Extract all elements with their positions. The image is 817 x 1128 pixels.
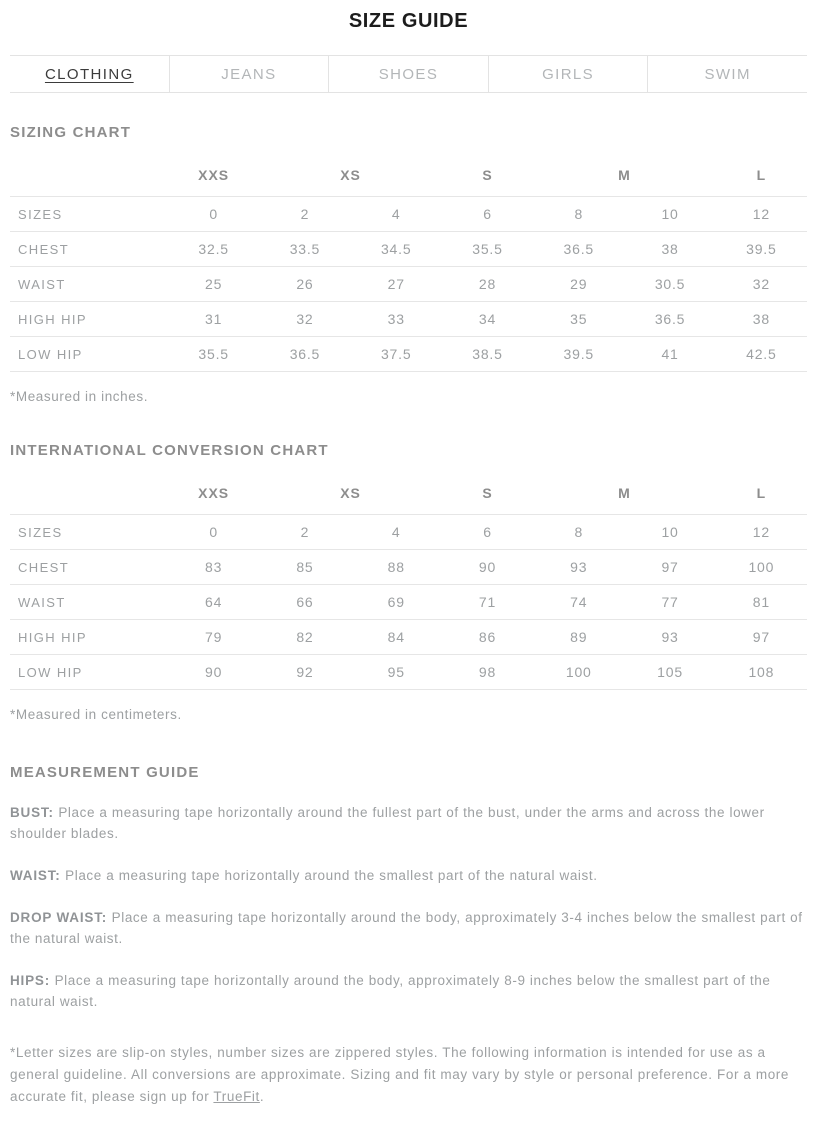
cell-value: 31 <box>168 302 259 337</box>
cell-value: 12 <box>716 515 807 550</box>
size-header-s: S <box>442 155 533 197</box>
cell-value: 95 <box>351 655 442 690</box>
tab-bar <box>10 55 807 93</box>
measurement-guide-section <box>10 764 807 1108</box>
cell-value: 88 <box>351 550 442 585</box>
size-header-row <box>10 473 807 515</box>
cell-value: 36.5 <box>624 302 715 337</box>
cell-value: 64 <box>168 585 259 620</box>
cell-value: 66 <box>259 585 350 620</box>
cell-value: 71 <box>442 585 533 620</box>
inches-footnote: *Measured in inches. <box>10 389 149 404</box>
disclaimer-note <box>10 1042 807 1108</box>
cell-value: 100 <box>533 655 624 690</box>
cell-value: 93 <box>533 550 624 585</box>
cell-value: 34.5 <box>351 232 442 267</box>
sizing-chart-table <box>10 155 807 372</box>
corner-cell <box>10 155 168 197</box>
table-row <box>10 655 807 690</box>
cell-value: 8 <box>533 197 624 232</box>
row-label: WAIST <box>10 585 168 620</box>
table-row <box>10 302 807 337</box>
row-label: CHEST <box>10 232 168 267</box>
tab-label: SWIM <box>704 65 751 83</box>
cell-value: 79 <box>168 620 259 655</box>
tab-label: JEANS <box>221 65 277 83</box>
page-title: SIZE GUIDE <box>348 10 469 32</box>
cell-value: 35.5 <box>168 337 259 372</box>
measurement-guide-list <box>10 802 807 1012</box>
row-label: HIGH HIP <box>10 620 168 655</box>
international-chart-table <box>10 473 807 690</box>
cell-value: 10 <box>624 515 715 550</box>
cell-value: 98 <box>442 655 533 690</box>
guide-item: BUST: Place a measuring tape horizontally around the fullest part of the bust, under the arms and across the lower shoulder blades. <box>10 805 765 841</box>
cell-value: 35.5 <box>442 232 533 267</box>
sizing-chart-heading: SIZING CHART <box>10 124 132 141</box>
cell-value: 83 <box>168 550 259 585</box>
cell-value: 85 <box>259 550 350 585</box>
cell-value: 32 <box>259 302 350 337</box>
guide-item: HIPS: Place a measuring tape horizontally around the body, approximately 8-9 inches below the smallest part of the natural waist. <box>10 973 771 1009</box>
table-row <box>10 267 807 302</box>
tab-jeans[interactable] <box>170 56 330 92</box>
size-header-m: M <box>533 155 716 197</box>
cell-value: 34 <box>442 302 533 337</box>
cell-value: 86 <box>442 620 533 655</box>
cell-value: 25 <box>168 267 259 302</box>
table-row <box>10 232 807 267</box>
cell-value: 74 <box>533 585 624 620</box>
cell-value: 108 <box>716 655 807 690</box>
row-label: LOW HIP <box>10 337 168 372</box>
cell-value: 89 <box>533 620 624 655</box>
size-header-l: L <box>716 155 807 197</box>
tab-clothing[interactable] <box>10 56 170 92</box>
cell-value: 38 <box>624 232 715 267</box>
row-label: WAIST <box>10 267 168 302</box>
cell-value: 97 <box>716 620 807 655</box>
table-row <box>10 337 807 372</box>
row-label: HIGH HIP <box>10 302 168 337</box>
cell-value: 0 <box>168 515 259 550</box>
tab-label: CLOTHING <box>44 65 134 83</box>
sizing-chart-section <box>10 124 807 404</box>
cell-value: 77 <box>624 585 715 620</box>
cell-value: 90 <box>442 550 533 585</box>
cell-value: 29 <box>533 267 624 302</box>
cell-value: 39.5 <box>533 337 624 372</box>
cell-value: 6 <box>442 515 533 550</box>
cell-value: 27 <box>351 267 442 302</box>
guide-term: BUST: <box>10 805 59 820</box>
measurement-guide-heading: MEASUREMENT GUIDE <box>10 764 200 781</box>
cell-value: 8 <box>533 515 624 550</box>
centimeters-footnote: *Measured in centimeters. <box>10 707 182 722</box>
size-header-row <box>10 155 807 197</box>
disclaimer-text: *Letter sizes are slip-on styles, number sizes are zippered styles. The following information is intended for use as a general guideline. All conversions are approximate. Sizing and fit may vary by style or personal preference. For a more accurate fit, please sign up for <box>10 1045 790 1104</box>
cell-value: 0 <box>168 197 259 232</box>
row-label: SIZES <box>10 515 168 550</box>
cell-value: 38.5 <box>442 337 533 372</box>
cell-value: 36.5 <box>259 337 350 372</box>
cell-value: 42.5 <box>716 337 807 372</box>
cell-value: 12 <box>716 197 807 232</box>
corner-cell <box>10 473 168 515</box>
size-header-xs: XS <box>259 155 442 197</box>
cell-value: 84 <box>351 620 442 655</box>
cell-value: 82 <box>259 620 350 655</box>
size-header-l: L <box>716 473 807 515</box>
cell-value: 2 <box>259 197 350 232</box>
tab-shoes[interactable] <box>329 56 489 92</box>
cell-value: 93 <box>624 620 715 655</box>
table-row <box>10 515 807 550</box>
cell-value: 28 <box>442 267 533 302</box>
cell-value: 69 <box>351 585 442 620</box>
cell-value: 38 <box>716 302 807 337</box>
cell-value: 10 <box>624 197 715 232</box>
cell-value: 39.5 <box>716 232 807 267</box>
tab-swim[interactable] <box>648 56 807 92</box>
size-header-m: M <box>533 473 716 515</box>
cell-value: 4 <box>351 515 442 550</box>
cell-value: 41 <box>624 337 715 372</box>
cell-value: 26 <box>259 267 350 302</box>
cell-value: 37.5 <box>351 337 442 372</box>
truefit-link[interactable]: TrueFit <box>213 1089 260 1104</box>
guide-term: DROP WAIST: <box>10 910 112 925</box>
table-row <box>10 550 807 585</box>
cell-value: 100 <box>716 550 807 585</box>
guide-item: WAIST: Place a measuring tape horizontally around the smallest part of the natural waist. <box>10 868 598 883</box>
cell-value: 92 <box>259 655 350 690</box>
cell-value: 33.5 <box>259 232 350 267</box>
cell-value: 2 <box>259 515 350 550</box>
cell-value: 33 <box>351 302 442 337</box>
guide-item: DROP WAIST: Place a measuring tape horizontally around the body, approximately 3-4 inches below the smallest part of the natural waist. <box>10 910 803 946</box>
size-header-s: S <box>442 473 533 515</box>
cell-value: 35 <box>533 302 624 337</box>
guide-term: HIPS: <box>10 973 55 988</box>
cell-value: 32 <box>716 267 807 302</box>
table-row <box>10 585 807 620</box>
international-chart-section <box>10 442 807 722</box>
guide-term: WAIST: <box>10 868 66 883</box>
cell-value: 30.5 <box>624 267 715 302</box>
row-label: CHEST <box>10 550 168 585</box>
tab-girls[interactable] <box>489 56 649 92</box>
table-row <box>10 197 807 232</box>
size-header-xxs: XXS <box>168 155 259 197</box>
cell-value: 90 <box>168 655 259 690</box>
cell-value: 97 <box>624 550 715 585</box>
international-chart-heading: INTERNATIONAL CONVERSION CHART <box>10 442 329 459</box>
disclaimer-period: . <box>259 1089 265 1104</box>
table-row <box>10 620 807 655</box>
cell-value: 36.5 <box>533 232 624 267</box>
cell-value: 32.5 <box>168 232 259 267</box>
row-label: LOW HIP <box>10 655 168 690</box>
cell-value: 81 <box>716 585 807 620</box>
size-header-xs: XS <box>259 473 442 515</box>
cell-value: 6 <box>442 197 533 232</box>
row-label: SIZES <box>10 197 168 232</box>
size-header-xxs: XXS <box>168 473 259 515</box>
tab-label: SHOES <box>378 65 439 83</box>
cell-value: 4 <box>351 197 442 232</box>
cell-value: 105 <box>624 655 715 690</box>
tab-label: GIRLS <box>542 65 595 83</box>
